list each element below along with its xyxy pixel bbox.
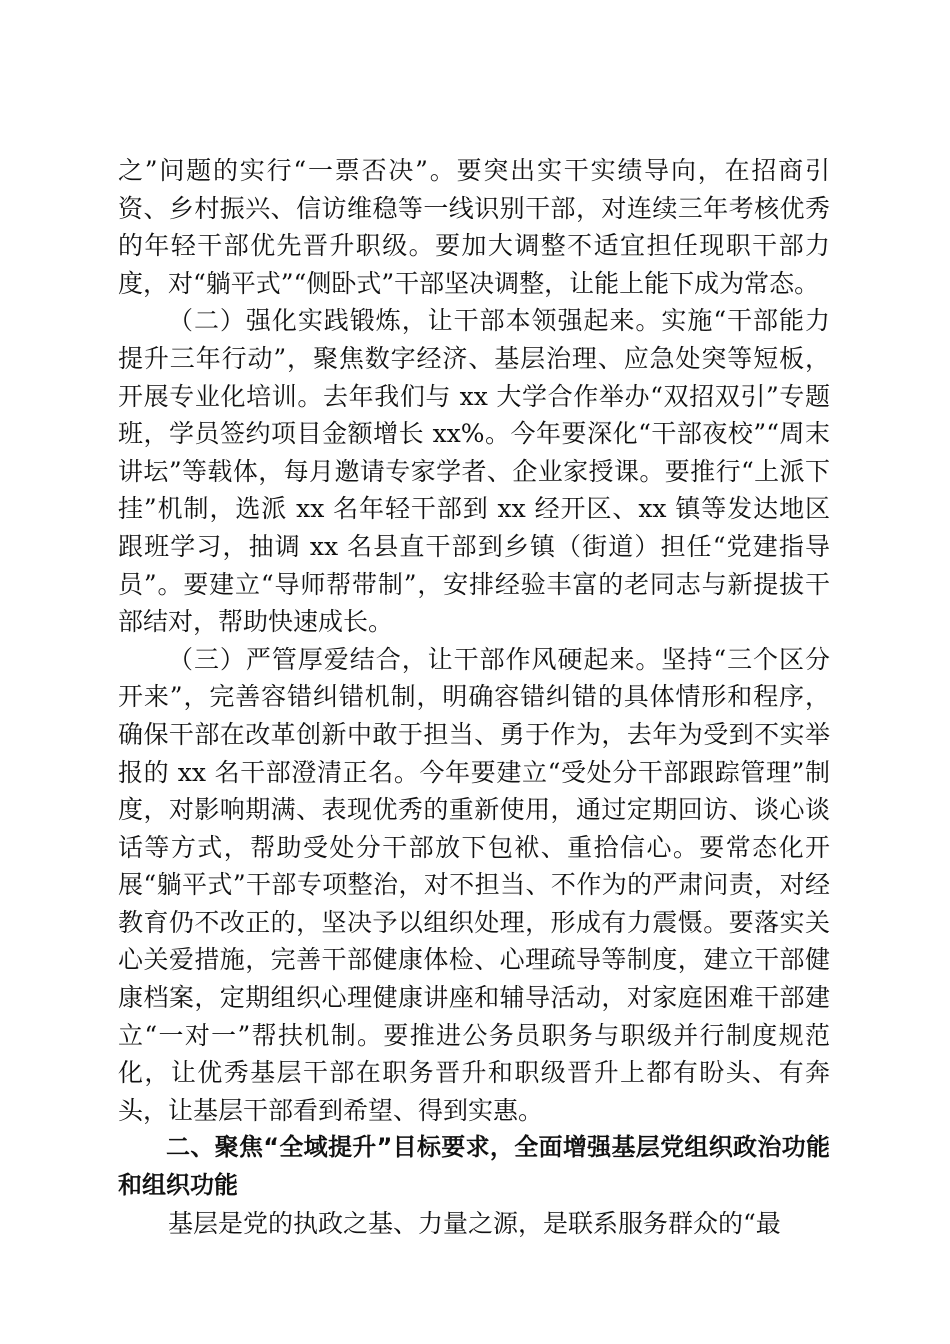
section-heading: 二、聚焦“全域提升”目标要求，全面增强基层党组织政治功能和组织功能 [118,1133,830,1200]
paragraph-continuation: 之”问题的实行“一票否决”。要突出实干实绩导向，在招商引资、乡村振兴、信访维稳等一线识别干部，对连续三年考核优秀的年轻干部优先晋升职级。要加大调整不适宜担任现职干部力度，对“躺平式”“侧卧式”干部坚决调整，让能上能下成为常态。 [118,156,830,298]
paragraph-practice-training: （二）强化实践锻炼，让干部本领强起来。实施“干部能力提升三年行动”，聚焦数字经济、基层治理、应急处突等短板，开展专业化培训。去年我们与 xx 大学合作举办“双招双引”专题班，学员签约项目金额增长 xx%。今年要深化“干部夜校”“周末讲坛”等载体，每月邀请专家学者、企业家授课。要推行“上派下挂”机制，选派 xx 名年轻干部到 xx 经开区、xx 镇等发达地区跟班学习，抽调 xx 名县直干部到乡镇（街道）担任“党建指导员”。要建立“导师帮带制”，安排经验丰富的老同志与新提拔干部结对，帮助快速成长。 [118,306,830,637]
paragraph-strict-management: （三）严管厚爱结合，让干部作风硬起来。坚持“三个区分开来”，完善容错纠错机制，明确容错纠错的具体情形和程序，确保干部在改革创新中敢于担当、勇于作为，去年为受到不实举报的 xx 名干部澄清正名。今年要建立“受处分干部跟踪管理”制度，对影响期满、表现优秀的重新使用，通过定期回访、谈心谈话等方式，帮助受处分干部放下包袱、重拾信心。要常态化开展“躺平式”干部专项整治，对不担当、不作为的严肃问责，对经教育仍不改正的，坚决予以组织处理，形成有力震慑。要落实关心关爱措施，完善干部健康体检、心理疏导等制度，建立干部健康档案，定期组织心理健康讲座和辅导活动，对家庭困难干部建立“一对一”帮扶机制。要推进公务员职务与职级并行制度规范化，让优秀基层干部在职务晋升和职级晋升上都有盼头、有奔头，让基层干部看到希望、得到实惠。 [118,644,830,1125]
document-page [118,152,830,1242]
paragraph-grassroots: 基层是党的执政之基、力量之源，是联系服务群众的“最 [168,1208,781,1238]
